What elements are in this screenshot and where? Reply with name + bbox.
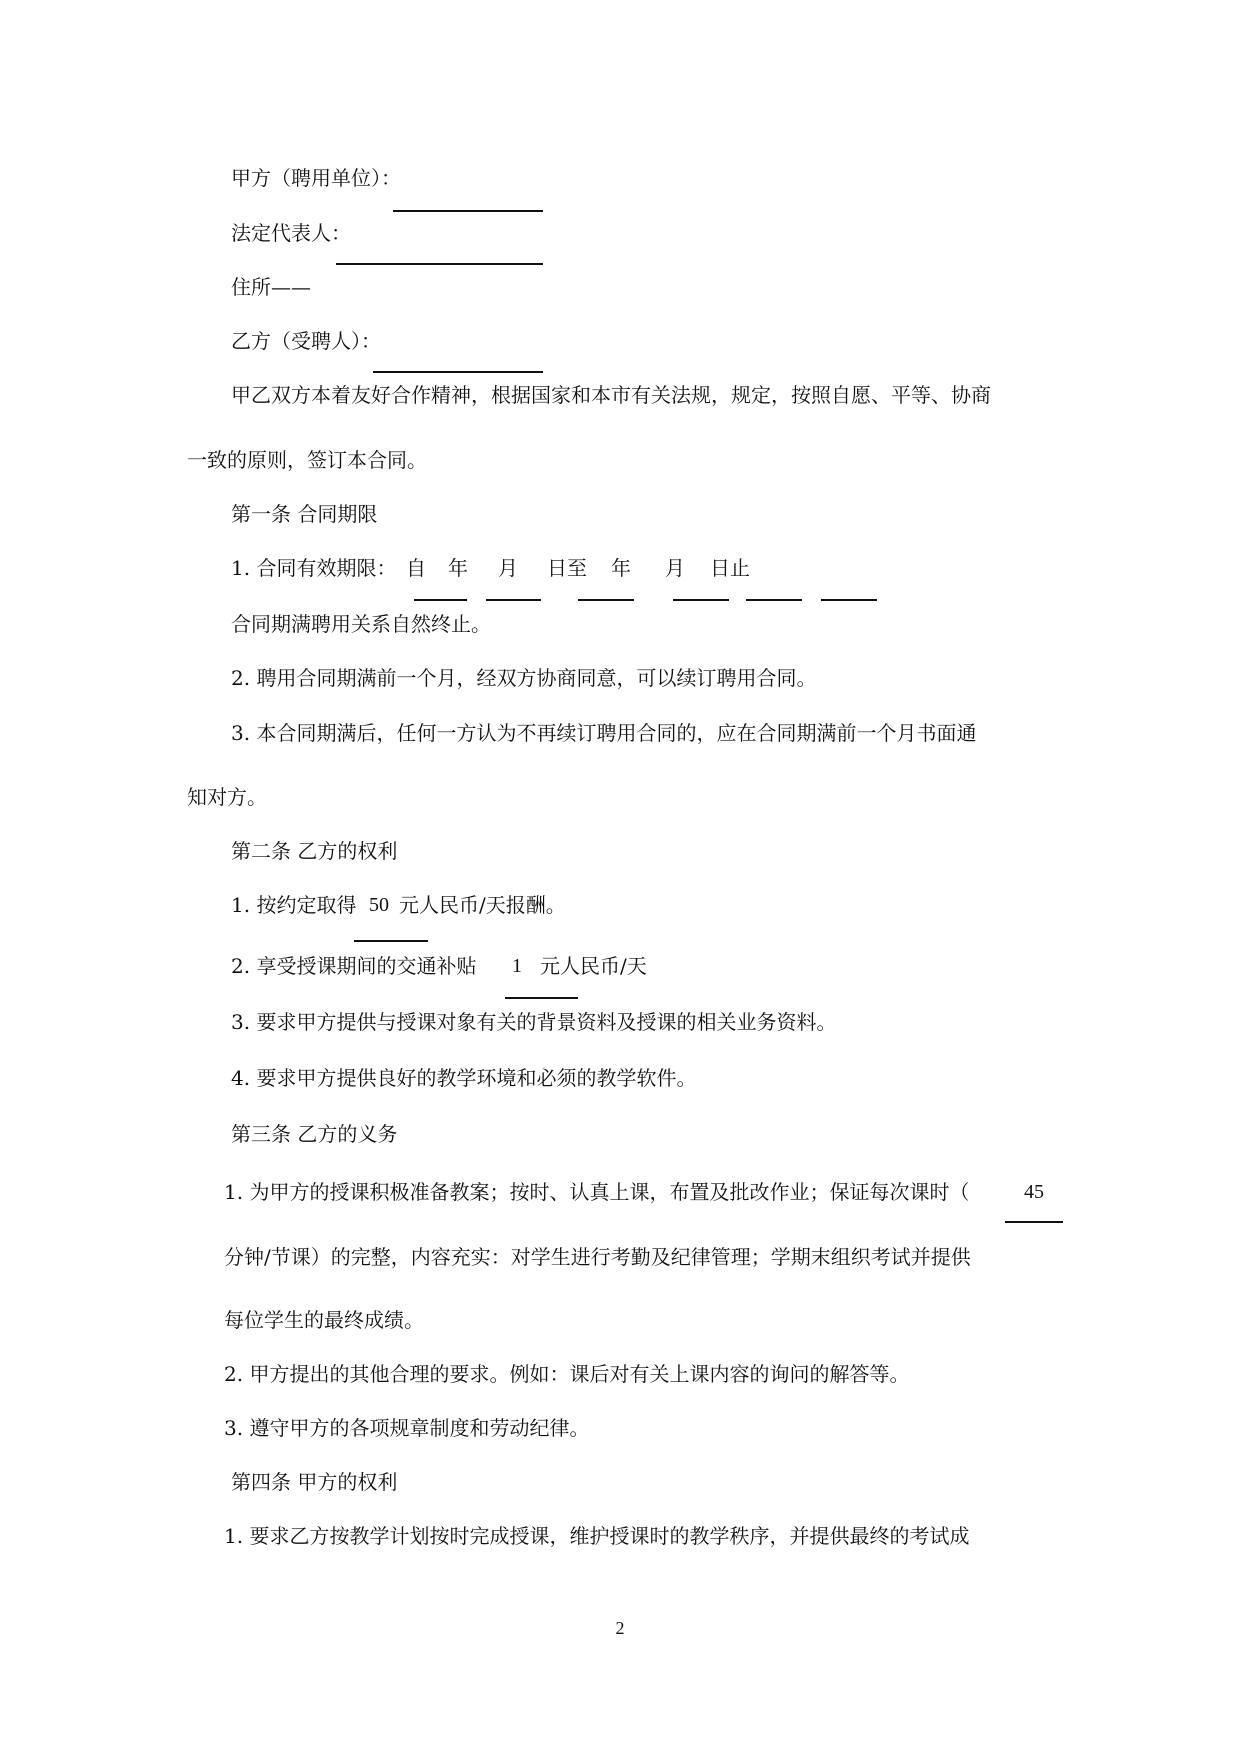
article-1-item-3-line-2: 知对方。 (187, 785, 267, 809)
article-1-title: 第一条 合同期限 (231, 502, 378, 526)
term-from: 自 (406, 556, 426, 580)
article-1-item-2: 2. 聘用合同期满前一个月，经双方协商同意，可以续订聘用合同。 (231, 666, 817, 690)
class-duration-value: 45 (1024, 1181, 1044, 1203)
article-2-item-2-suffix: 元人民币/天 (540, 954, 647, 978)
term-end-year-blank (673, 599, 729, 601)
page-number: 2 (615, 1618, 625, 1638)
daily-remuneration-value: 50 (369, 894, 389, 916)
article-3-item-1-line-1: 1. 为甲方的授课积极准备教案；按时、认真上课，布置及批改作业；保证每次课时（ (224, 1180, 970, 1204)
article-2-item-2-prefix: 2. 享受授课期间的交通补贴 (231, 954, 477, 978)
term-end-day: 日止 (710, 556, 750, 580)
term-start-month-blank (486, 599, 541, 601)
term-start-month: 月 (498, 556, 518, 580)
article-3-item-1-line-2: 分钟/节课）的完整，内容充实：对学生进行考勤及纪律管理；学期末组织考试并提供 (224, 1245, 971, 1269)
article-2-item-3: 3. 要求甲方提供与授课对象有关的背景资料及授课的相关业务资料。 (231, 1010, 837, 1034)
article-3-item-1-line-3: 每位学生的最终成绩。 (224, 1308, 424, 1332)
article-3-item-2: 2. 甲方提出的其他合理的要求。例如：课后对有关上课内容的询问的解答等。 (224, 1362, 910, 1386)
term-start-day-to: 日至 (547, 556, 587, 580)
preamble-line-2: 一致的原则，签订本合同。 (187, 448, 427, 472)
party-a-blank (393, 210, 543, 212)
party-b-blank (373, 371, 543, 373)
term-end-year: 年 (611, 556, 631, 580)
class-duration-blank (1005, 1221, 1063, 1223)
preamble-line-1: 甲乙双方本着友好合作精神，根据国家和本市有关法规，规定，按照自愿、平等、协商 (231, 383, 991, 407)
article-1-item-1-continued: 合同期满聘用关系自然终止。 (231, 612, 491, 636)
article-2-title: 第二条 乙方的权利 (231, 839, 398, 863)
article-1-item-3-line-1: 3. 本合同期满后，任何一方认为不再续订聘用合同的，应在合同期满前一个月书面通 (231, 721, 977, 745)
article-2-item-4: 4. 要求甲方提供良好的教学环境和必须的教学软件。 (231, 1066, 697, 1090)
article-3-item-3: 3. 遵守甲方的各项规章制度和劳动纪律。 (224, 1416, 590, 1440)
article-1-item-1-prefix: 1. 合同有效期限： (231, 556, 397, 580)
party-a-label: 甲方（聘用单位）： (231, 166, 401, 190)
term-start-year: 年 (448, 556, 468, 580)
legal-representative-blank (336, 263, 543, 265)
article-4-item-1-line-1: 1. 要求乙方按教学计划按时完成授课，维护授课时的教学秩序，并提供最终的考试成 (224, 1524, 970, 1548)
term-start-day-blank (578, 599, 634, 601)
article-3-title: 第三条 乙方的义务 (231, 1122, 398, 1146)
term-end-day-blank (821, 599, 877, 601)
term-end-month-blank (746, 599, 802, 601)
daily-remuneration-blank (354, 940, 428, 942)
transport-allowance-value: 1 (512, 955, 522, 977)
party-b-label: 乙方（受聘人）： (231, 329, 381, 353)
term-end-month: 月 (665, 556, 685, 580)
transport-allowance-blank (505, 997, 578, 999)
article-2-item-1-prefix: 1. 按约定取得 (231, 893, 357, 917)
article-2-item-1-suffix: 元人民币/天报酬。 (399, 893, 566, 917)
article-4-title: 第四条 甲方的权利 (231, 1470, 398, 1494)
term-start-year-blank (414, 599, 467, 601)
address-label: 住所—— (231, 275, 311, 299)
legal-representative-label: 法定代表人： (231, 221, 351, 245)
